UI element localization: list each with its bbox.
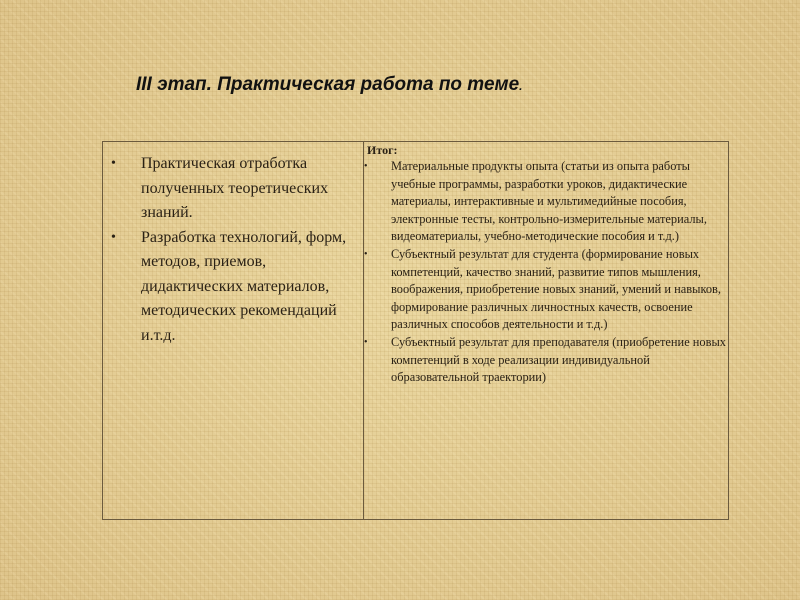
slide-title-dot: . [519, 79, 523, 93]
bullet-icon: • [364, 248, 368, 260]
right-cell [364, 142, 729, 520]
list-item-text: Практическая отработка полученных теоретических знаний. [141, 155, 329, 221]
slide-title [136, 74, 522, 96]
table-row [103, 142, 729, 520]
list-item-text: Разработка технологий, форм, методов, приемов, дидактических материалов, методических рекомендаций и.т.д. [141, 228, 347, 344]
list-item [364, 334, 728, 387]
result-heading: Итог: [367, 143, 398, 157]
list-item-text: Субъектный результат для студента (формирование новых компетенций, качество знаний, развитие типов мышления, воображения, приобретение новых знаний, умений и навыков, формирование различных личностных качеств, освоение различных способов деятельности и т.д.) [391, 246, 721, 332]
list-item [364, 158, 728, 246]
list-item-text: Материальные продукты опыта (статьи из опыта работы учебные программы, разработки уроков, дидактические материалы, интерактивные и мультимедийные пособия, электронные тесты, контрольно-измерительные материалы, видеоматериалы, учебно-методические пособия и т.д.) [391, 159, 707, 244]
right-list [364, 158, 728, 387]
list-item-text: Субъектный результат для преподавателя (приобретение новых компетенций в ходе реализации индивидуальной образовательной траектории) [391, 334, 726, 385]
bullet-icon: • [364, 161, 368, 172]
slide-title-text: III этап. Практическая работа по теме [136, 74, 520, 95]
list-item [364, 246, 728, 334]
bullet-icon: • [111, 156, 116, 171]
left-list [103, 142, 363, 348]
list-item [111, 152, 357, 226]
content-table [102, 141, 729, 520]
list-item [111, 226, 357, 349]
left-cell [103, 142, 364, 520]
bullet-icon: • [111, 229, 116, 245]
bullet-icon: • [364, 336, 368, 348]
